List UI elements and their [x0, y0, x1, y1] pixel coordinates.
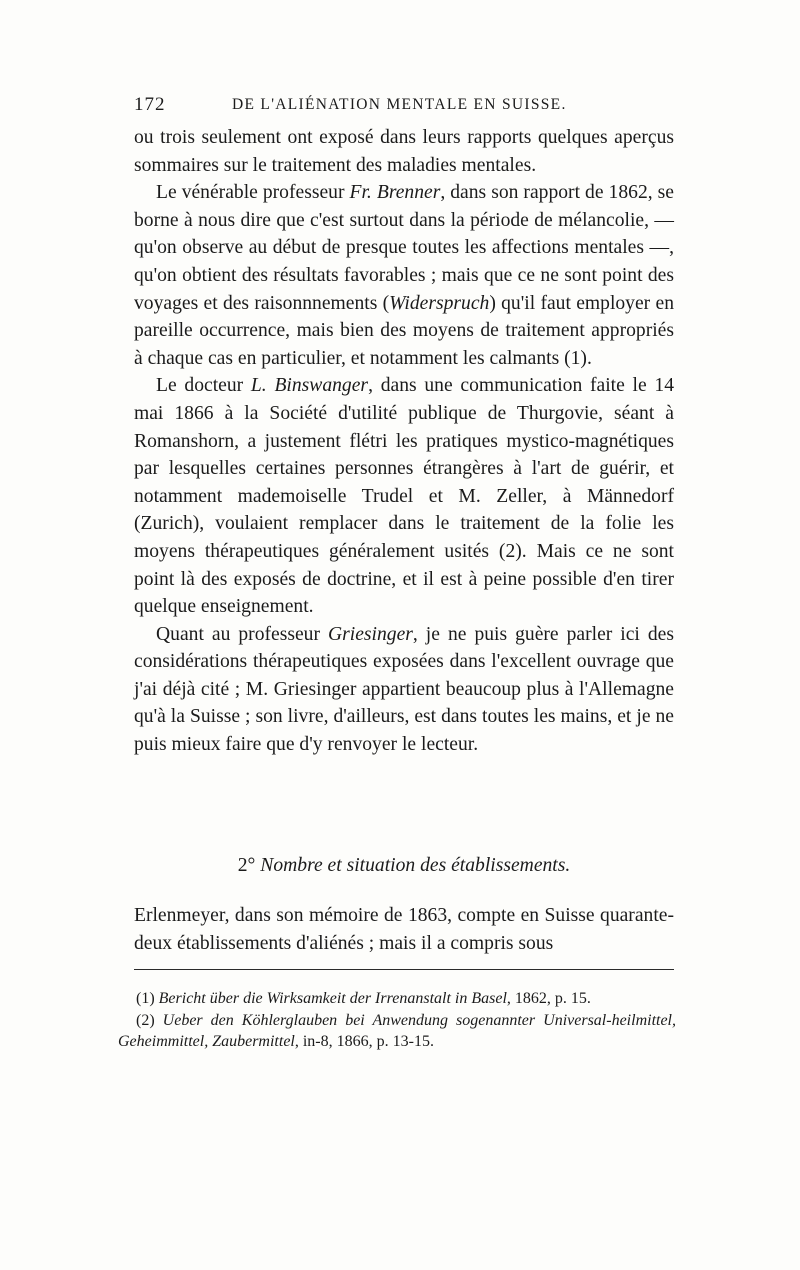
- paragraph-1: [134, 124, 674, 179]
- paragraph-binswanger: [134, 372, 674, 620]
- text-run: , dans une communication faite le 14 mai 1866 à la Société d'utilité publique de Thurgovie, séant à Romanshorn, a justement flétri les pratiques mystico-magnétiques par lesquelles certaines personnes étrangères à l'art de guérir, et notamment mademoiselle Trudel et M. Zeller, à Männedorf (Zurich), voulaient remplacer dans le traitement de la folie les moyens thérapeutiques généralement usités (2). Mais ce ne sont point là des exposés de doctrine, et il est à peine possible d'en tirer quelque enseignement.: [134, 375, 675, 618]
- footnote-rule: [134, 969, 674, 970]
- footnotes: [118, 988, 676, 1053]
- text-run: , 1862, p. 15.: [506, 990, 591, 1007]
- body-text: [134, 124, 674, 759]
- section-title: Nombre et situation des établissements.: [260, 855, 571, 876]
- italic-run: Ueber den Köhlerglauben bei Anwendung sogenannter Universal-heilmittel, Geheimmittel, Zaubermittel: [118, 1011, 677, 1050]
- italic-run: Bericht über die Wirksamkeit der Irrenanstalt in Basel: [158, 990, 507, 1007]
- running-header: [134, 94, 674, 120]
- page-number: 172: [134, 94, 166, 115]
- text-run: , je ne puis guère parler ici des considérations thérapeutiques exposées dans l'excellent ouvrage que j'ai déjà cité ; M. Griesinger appartient beaucoup plus à l'Allemagne qu'à la Suisse ; son livre, d'ailleurs, est dans toutes les mains, et je ne puis mieux faire que d'y renvoyer le lecteur.: [134, 623, 674, 756]
- text-run: , in-8, 1866, p. 13-15.: [294, 1033, 434, 1050]
- footnote-1: [118, 988, 676, 1010]
- text-run: (1): [136, 990, 159, 1007]
- footnote-2: [118, 1010, 676, 1053]
- running-title: DE L'ALIÉNATION MENTALE EN SUISSE.: [232, 96, 567, 113]
- italic-run: L. Binswanger: [250, 375, 369, 397]
- text-run: Le docteur: [156, 375, 251, 397]
- text-run: , dans son rapport de 1862, se borne à nous dire que c'est surtout dans la période de mélancolie, — qu'on observe au début de presque toutes les affections mentales —, qu'on obtient des résultats favorables ; mais que ce ne sont point des voyages et des raisonnnements (: [134, 182, 674, 314]
- text-run: ou trois seulement ont exposé dans leurs rapports quelques aperçus sommaires sur le traitement des maladies mentales.: [134, 127, 674, 176]
- text-run: ) qu'il faut employer en pareille occurrence, mais bien des moyens de traitement appropriés à chaque cas en particulier, et notamment les calmants (1).: [134, 292, 674, 369]
- erlenmeyer-text: Erlenmeyer, dans son mémoire de 1863, compte en Suisse quarante-deux établissements d'aliénés ; mais il a compris sous: [134, 905, 674, 954]
- paragraph-erlenmeyer: [134, 902, 674, 957]
- text-run: Le vénérable professeur: [156, 182, 350, 204]
- text-run: (2): [136, 1011, 163, 1029]
- italic-run: Griesinger: [328, 623, 413, 645]
- paragraph-brenner: [134, 179, 674, 372]
- text-run: Quant au professeur: [156, 623, 328, 645]
- italic-run: Fr. Brenner: [349, 182, 441, 204]
- section-number: 2°: [237, 855, 256, 876]
- paragraph-griesinger: [134, 621, 674, 759]
- section-heading: [134, 852, 674, 879]
- italic-run: Widerspruch: [389, 292, 490, 314]
